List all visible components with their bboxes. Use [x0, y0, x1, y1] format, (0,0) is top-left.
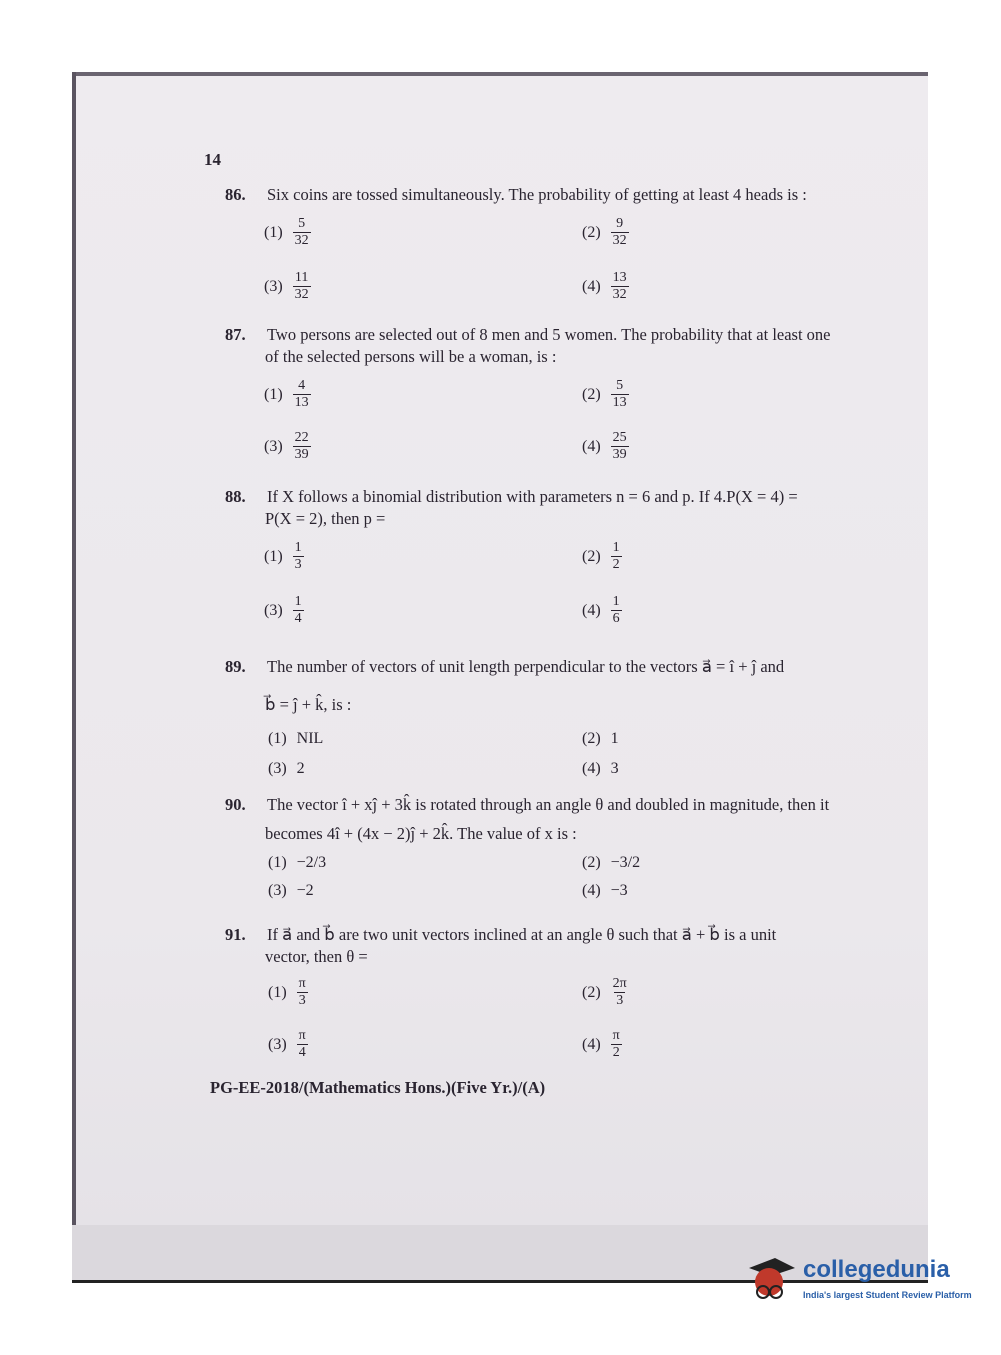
option [268, 976, 308, 1009]
numerator: 9 [616, 216, 624, 231]
denominator: 32 [612, 287, 627, 302]
option [582, 540, 622, 573]
option-label: (4) [582, 882, 601, 899]
option-fraction [293, 216, 311, 249]
question-89 [225, 656, 945, 678]
option-value: −3 [610, 882, 628, 899]
question-text: If X follows a binomial distribution with parameters n = 6 and p. If 4.P(X = 4) = [267, 487, 798, 506]
question-number: 88. [225, 487, 246, 506]
numerator: 22 [294, 430, 309, 445]
question-number: 91. [225, 925, 246, 944]
denominator: 2 [612, 557, 620, 572]
mascot-icon [745, 1254, 797, 1306]
question-text-continued: vector, then θ = [265, 947, 368, 966]
option-fraction [611, 430, 629, 463]
option-value: 2 [296, 760, 305, 777]
option [582, 216, 629, 249]
numerator: 5 [616, 378, 624, 393]
option-fraction [293, 430, 311, 463]
denominator: 3 [298, 993, 306, 1008]
option [268, 730, 323, 748]
option-label: (1) [268, 854, 287, 871]
question-text: The number of vectors of unit length perpendicular to the vectors a⃗ = î + ĵ and [267, 657, 785, 676]
question-text: The vector î + xĵ + 3k̂ is rotated through an angle θ and doubled in magnitude, then it [267, 795, 830, 814]
paper-code-footer: PG-EE-2018/(Mathematics Hons.)(Five Yr.)/(A) [210, 1078, 546, 1097]
question-text: Six coins are tossed simultaneously. The probability of getting at least 4 heads is : [267, 185, 807, 204]
denominator: 39 [612, 447, 627, 462]
numerator: 1 [612, 540, 620, 555]
page-left-edge [72, 72, 76, 1282]
option-fraction [297, 1028, 308, 1061]
option-label: (2) [582, 983, 601, 1001]
option [582, 976, 629, 1009]
option-label: (4) [582, 601, 601, 619]
numerator: 1 [294, 540, 302, 555]
option-label: (2) [582, 854, 601, 871]
question-text-continued: of the selected persons will be a woman, is : [265, 347, 557, 366]
denominator: 4 [298, 1045, 306, 1060]
question-90 [225, 794, 945, 816]
question-86 [225, 184, 945, 206]
numerator: 2π [612, 976, 627, 991]
option [268, 1028, 308, 1061]
option-label: (1) [264, 385, 283, 403]
numerator: π [298, 976, 306, 991]
option [264, 594, 304, 627]
option-fraction [611, 378, 629, 411]
option-label: (1) [268, 983, 287, 1001]
option [582, 270, 629, 303]
option-value: −2 [296, 882, 314, 899]
option-value: 1 [610, 730, 619, 747]
question-91 [225, 924, 945, 946]
option-label: (4) [582, 1035, 601, 1053]
option [582, 430, 629, 463]
option-label: (3) [264, 277, 283, 295]
option [268, 882, 314, 900]
option [582, 882, 628, 900]
option-label: (1) [264, 547, 283, 565]
denominator: 3 [616, 993, 624, 1008]
option-fraction [611, 976, 629, 1009]
question-number: 86. [225, 185, 246, 204]
numerator: 1 [612, 594, 620, 609]
question-text-continued: becomes 4î + (4x − 2)ĵ + 2k̂. The value of x is : [265, 824, 577, 843]
option [582, 854, 640, 872]
denominator: 6 [612, 611, 620, 626]
option-fraction [611, 540, 622, 573]
numerator: π [612, 1028, 620, 1043]
option-label: (2) [582, 547, 601, 565]
option-value: −2/3 [296, 854, 327, 871]
numerator: 1 [294, 594, 302, 609]
option-value: NIL [296, 730, 324, 747]
option-label: (4) [582, 437, 601, 455]
option-label: (2) [582, 730, 601, 747]
question-number: 87. [225, 325, 246, 344]
option-fraction [611, 270, 629, 303]
denominator: 3 [294, 557, 302, 572]
logo-wordmark: collegedunia [803, 1256, 950, 1283]
logo-tagline: India's largest Student Review Platform [803, 1290, 972, 1300]
denominator: 32 [612, 233, 627, 248]
option-label: (1) [268, 730, 287, 747]
option-fraction [293, 270, 311, 303]
question-text: Two persons are selected out of 8 men and 5 women. The probability that at least one [267, 325, 831, 344]
collegedunia-logo[interactable] [745, 1250, 975, 1310]
option [582, 594, 622, 627]
denominator: 13 [612, 395, 627, 410]
option-label: (3) [268, 760, 287, 777]
option-fraction [293, 594, 304, 627]
option [264, 216, 311, 249]
option-label: (2) [582, 223, 601, 241]
option-label: (3) [264, 437, 283, 455]
option [264, 540, 304, 573]
numerator: π [298, 1028, 306, 1043]
denominator: 32 [294, 233, 309, 248]
option-label: (4) [582, 760, 601, 777]
option [264, 270, 311, 303]
denominator: 4 [294, 611, 302, 626]
question-87 [225, 324, 945, 346]
question-text-continued: P(X = 2), then p = [265, 509, 386, 528]
option-value: 3 [610, 760, 619, 777]
option [582, 730, 619, 748]
numerator: 4 [298, 378, 306, 393]
option-fraction [293, 540, 304, 573]
option-fraction [611, 1028, 622, 1061]
denominator: 39 [294, 447, 309, 462]
question-88 [225, 486, 945, 508]
numerator: 13 [612, 270, 627, 285]
option-value: −3/2 [610, 854, 641, 871]
page-top-edge [72, 72, 928, 76]
option-fraction [297, 976, 308, 1009]
option-fraction [611, 216, 629, 249]
denominator: 2 [612, 1045, 620, 1060]
numerator: 11 [294, 270, 309, 285]
question-text: If a⃗ and b⃗ are two unit vectors inclined at an angle θ such that a⃗ + b⃗ is a unit [267, 925, 777, 944]
question-text-continued: b⃗ = ĵ + k̂, is : [265, 695, 352, 714]
option-label: (3) [264, 601, 283, 619]
option [264, 378, 311, 411]
question-number: 90. [225, 795, 246, 814]
option-label: (3) [268, 882, 287, 899]
option [268, 760, 305, 778]
option [582, 1028, 622, 1061]
option-label: (4) [582, 277, 601, 295]
option [264, 430, 311, 463]
question-number: 89. [225, 657, 246, 676]
page-number: 14 [204, 150, 221, 169]
numerator: 5 [298, 216, 306, 231]
option-label: (3) [268, 1035, 287, 1053]
option [582, 760, 619, 778]
numerator: 25 [612, 430, 627, 445]
option [582, 378, 629, 411]
option-label: (2) [582, 385, 601, 403]
option-label: (1) [264, 223, 283, 241]
option [268, 854, 326, 872]
option-fraction [611, 594, 622, 627]
denominator: 32 [294, 287, 309, 302]
option-fraction [293, 378, 311, 411]
denominator: 13 [294, 395, 309, 410]
